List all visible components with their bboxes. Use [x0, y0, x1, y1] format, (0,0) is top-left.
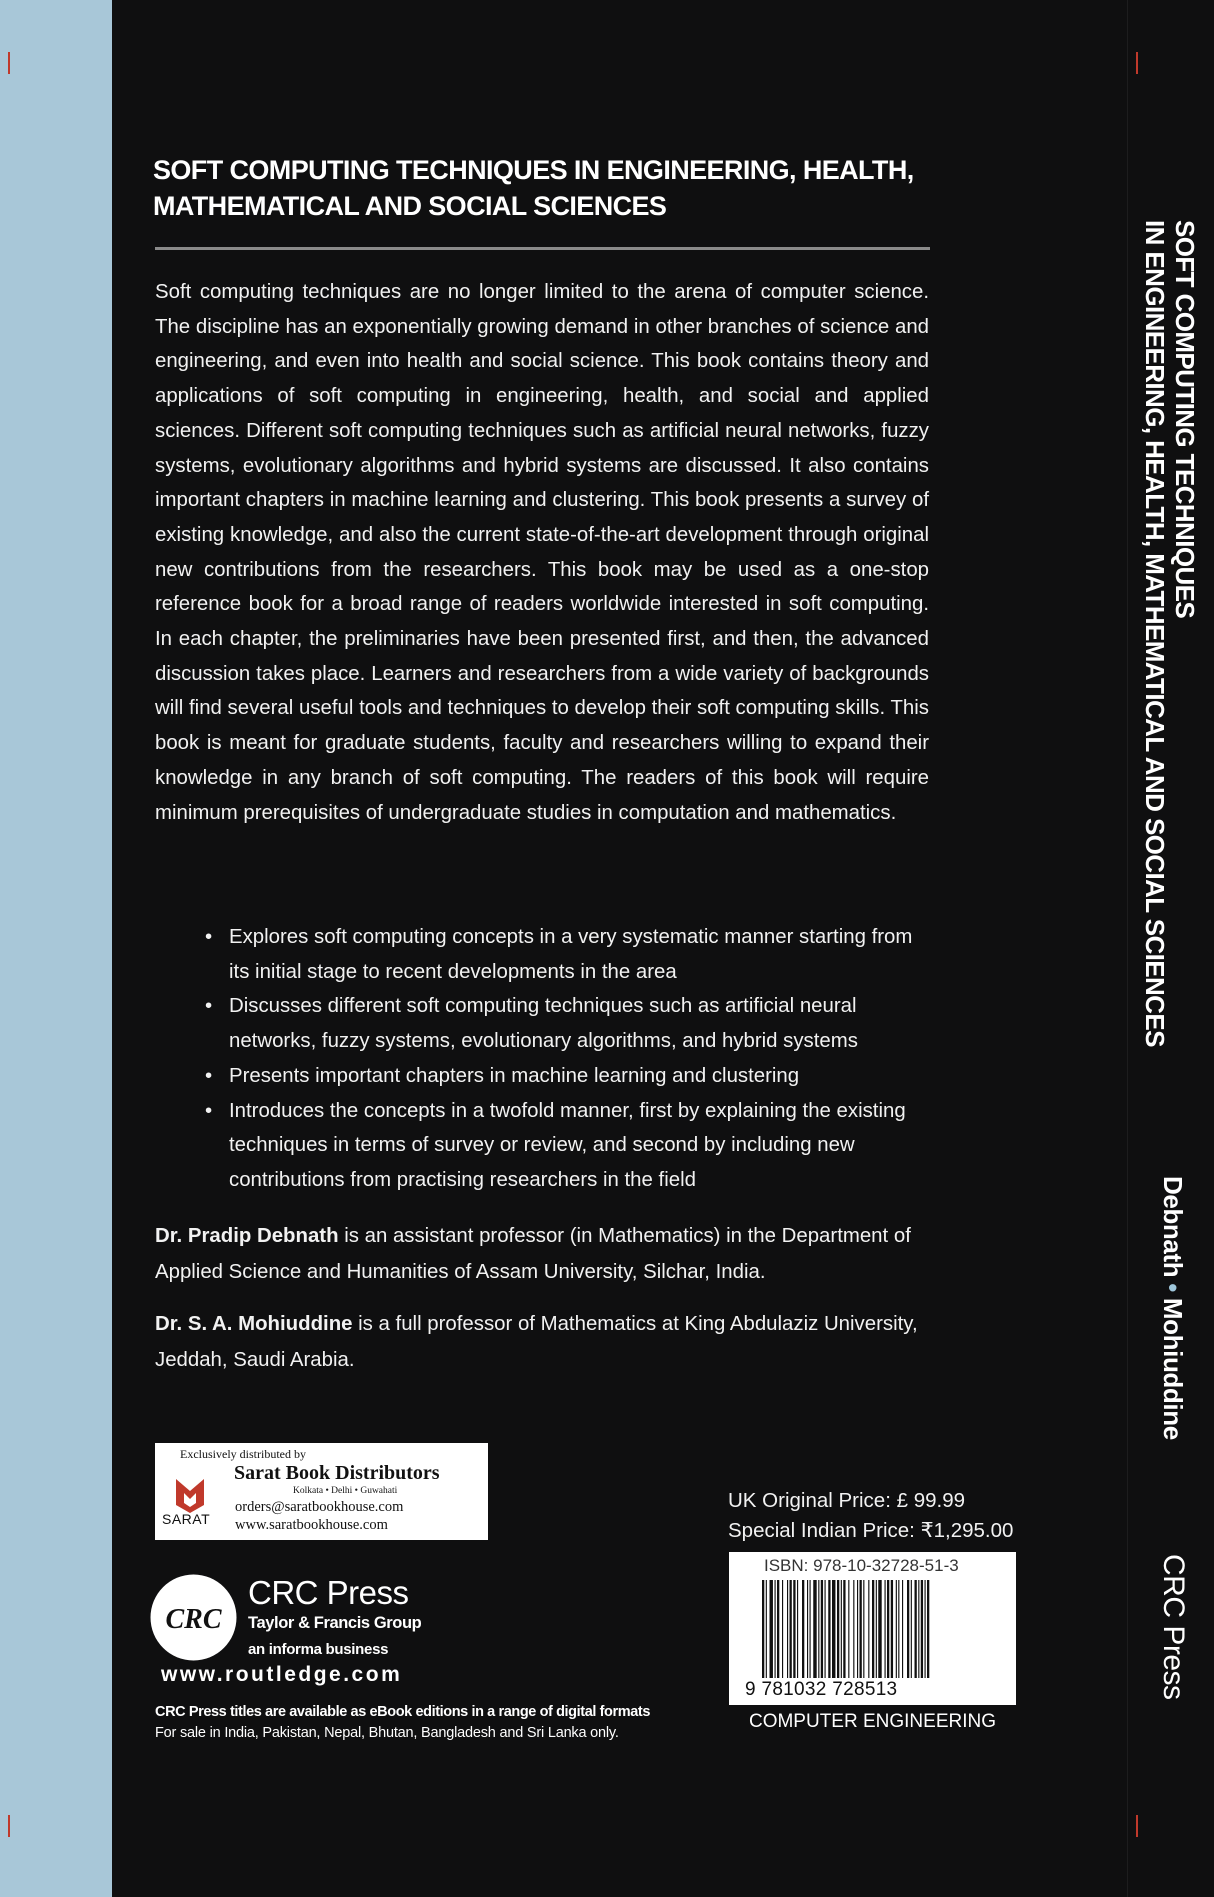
barcode-bar [810, 1580, 811, 1678]
barcode-bar [843, 1580, 845, 1678]
barcode-bar [878, 1580, 881, 1678]
barcode-bar [898, 1580, 899, 1678]
crop-mark [8, 1815, 10, 1837]
barcode-bar [807, 1580, 808, 1678]
crc-logo-icon [149, 1573, 238, 1662]
barcode-bar [863, 1580, 864, 1678]
crop-mark [8, 52, 10, 74]
barcode-bar [770, 1580, 773, 1678]
barcode-bar [828, 1580, 830, 1678]
publisher-name: CRC Press [248, 1574, 409, 1611]
title-divider [155, 247, 930, 250]
barcode-bar [762, 1580, 764, 1678]
barcode-bar [896, 1580, 897, 1678]
bullet-icon: • [205, 995, 213, 1018]
list-item: • Presents important chapters in machine learning and clustering [155, 1059, 929, 1094]
isbn-barcode [729, 1552, 1016, 1705]
book-title: SOFT COMPUTING TECHNIQUES IN ENGINEERING, HEALTH, MATHEMATICAL AND SOCIAL SCIENCES [153, 155, 914, 221]
barcode-bar [853, 1580, 854, 1678]
indian-price: Special Indian Price: ₹1,295.00 [728, 1519, 1014, 1542]
barcode-bar [775, 1580, 776, 1678]
barcode-bar [911, 1580, 912, 1678]
barcode-bar [868, 1580, 869, 1678]
barcode-bar [841, 1580, 842, 1678]
barcode-bar [821, 1580, 823, 1678]
spine-publisher: CRC Press [1157, 1554, 1190, 1700]
barcode-bar [832, 1580, 835, 1678]
barcode-bar [782, 1580, 783, 1678]
barcode-bar [813, 1580, 816, 1678]
barcode-bar [766, 1580, 767, 1678]
author-name: Dr. S. A. Mohiuddine [155, 1313, 353, 1335]
barcode-bar [860, 1580, 862, 1678]
feature-list [155, 920, 929, 1198]
book-description: Soft computing techniques are no longer limited to the arena of computer science. The discipline has an exponentially growing demand in other branches of science and engineering, and even into health and social science. This book contains theory and applications of soft computing in engineering, health, and social and applied sciences. Different soft computing techniques such as artificial neural networks, fuzzy systems, evolutionary algorithms and hybrid systems are discussed. It also contains important chapters in machine learning and clustering. This book presents a survey of existing knowledge, and also the current state-of-the-art development through original new contributions from the researchers. This book may be used as a one-stop reference book for a broad range of readers worldwide interested in soft computing. In each chapter, the preliminaries have been presented first, and then, the advanced discussion takes place. Learners and researchers from a wide variety of backgrounds will find several useful tools and techniques to develop their soft computing skills. This book is meant for graduate students, faculty and researchers willing to expand their knowledge in any branch of soft computing. The readers of this book will require minimum prerequisites of undergraduate studies in computation and mathematics. [155, 281, 929, 824]
barcode-bar [797, 1580, 798, 1678]
sarat-logo-text: SARAT [162, 1511, 211, 1527]
bullet-icon: • [205, 1099, 213, 1122]
publisher-informa: an informa business [248, 1641, 389, 1658]
bullet-icon: • [205, 926, 213, 948]
barcode-bar [837, 1580, 839, 1678]
barcode-bar [902, 1580, 903, 1678]
crc-logo-text: CRC [165, 1604, 222, 1635]
barcode-bar [927, 1580, 929, 1678]
barcode-bar [891, 1580, 893, 1678]
barcode-bar [825, 1580, 826, 1678]
spine-authors: Debnath•Mohiuddine [1158, 1176, 1188, 1440]
barcode-bar [802, 1580, 804, 1678]
crop-mark [1136, 1815, 1138, 1837]
distributor-cities: Kolkata • Delhi • Guwahati [293, 1486, 398, 1496]
author-name: Dr. Pradip Debnath [155, 1225, 339, 1247]
barcode-bar [872, 1580, 874, 1678]
barcode-bar [777, 1580, 779, 1678]
author-bio-debnath: Dr. Pradip Debnath is an assistant professor (in Mathematics) in the Department of Applied Science and Humanities of Assam University, Silchar, India. [155, 1225, 911, 1283]
subject-category: COMPUTER ENGINEERING [748, 1711, 997, 1732]
barcode-bar [793, 1580, 795, 1678]
bullet-icon: • [205, 1064, 213, 1087]
distributor-name: Sarat Book Distributors [234, 1462, 440, 1484]
spine-fold-line [1127, 0, 1128, 1897]
cover-flap [0, 0, 112, 1897]
list-item: • Introduces the concepts in a twofold manner, first by explaining the existing techniques in terms of survey or review, and second by including new contributions from practising researchers in the field [155, 1094, 929, 1198]
barcode-bars [762, 1580, 982, 1678]
barcode-bar [925, 1580, 926, 1678]
distributor-email: orders@saratbookhouse.com [235, 1499, 404, 1515]
publisher-group: Taylor & Francis Group [248, 1614, 422, 1632]
barcode-bar [921, 1580, 923, 1678]
list-item: • Explores soft computing concepts in a very systematic manner starting from its initial stage to recent developments in the area [155, 920, 929, 989]
publisher-website: www.routledge.com [161, 1663, 403, 1686]
distributor-box [155, 1443, 488, 1540]
barcode-bar [907, 1580, 909, 1678]
list-item: • Discusses different soft computing techniques such as artificial neural networks, fuzzy systems, evolutionary algorithms, and hybrid systems [155, 989, 929, 1058]
isbn-number: ISBN: 978-10-32728-51-3 [764, 1556, 959, 1575]
spine-title: SOFT COMPUTING TECHNIQUES IN ENGINEERING, HEALTH, MATHEMATICAL AND SOCIAL SCIENCES [1140, 220, 1200, 1047]
barcode-bar [876, 1580, 877, 1678]
distributor-website: www.saratbookhouse.com [235, 1517, 388, 1533]
author-bio-mohiuddine: Dr. S. A. Mohiuddine is a full professor of Mathematics at King Abdulaziz University, Jeddah, Saudi Arabia. [155, 1313, 918, 1371]
uk-price: UK Original Price: £ 99.99 [728, 1489, 966, 1512]
barcode-bar [885, 1580, 886, 1678]
distributor-note: Exclusively distributed by [180, 1447, 306, 1461]
barcode-bar [915, 1580, 917, 1678]
barcode-bar [918, 1580, 919, 1678]
barcode-bar [787, 1580, 788, 1678]
barcode-bar [857, 1580, 858, 1678]
crop-mark [1136, 52, 1138, 74]
barcode-digits: 9 781032 728513 [745, 1679, 898, 1700]
barcode-bar [887, 1580, 889, 1678]
barcode-bar [818, 1580, 819, 1678]
ebook-note: CRC Press titles are available as eBook editions in a range of digital formats [155, 1704, 650, 1720]
barcode-bar [848, 1580, 849, 1678]
barcode-bar [790, 1580, 792, 1678]
sale-territory-note: For sale in India, Pakistan, Nepal, Bhutan, Bangladesh and Sri Lanka only. [155, 1725, 619, 1741]
